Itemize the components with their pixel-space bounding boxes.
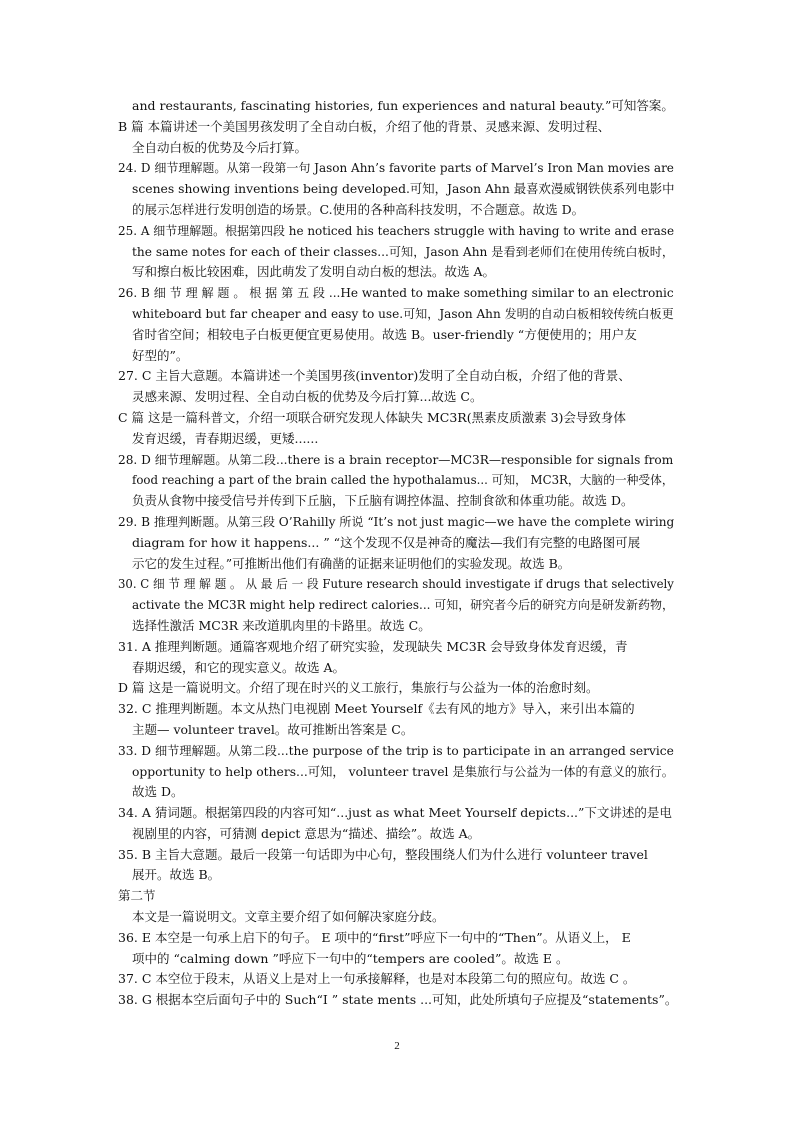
text-line: 25. A 细节理解题。根据第四段 he noticed his teachers struggle with having to write and erase xyxy=(118,223,675,238)
text-line: 项中的 “calming down ”呼应下一句中的“tempers are cooled”。故选 E 。 xyxy=(132,950,569,966)
text-line: 灵感来源、发明过程、全自动白板的优势及今后打算...故选 C。 xyxy=(132,389,483,405)
text-line: 示它的发生过程。”可推断出他们有确凿的证据来证明他们的实验发现。故选 B。 xyxy=(132,555,571,571)
text-line: 发育迟缓，青春期迟缓，更矮...... xyxy=(132,430,319,446)
text-line: D 篇 这是一篇说明文。介绍了现在时兴的义工旅行，集旅行与公益为一体的治愈时刻。 xyxy=(118,680,599,696)
text-line: 展开。故选 B。 xyxy=(132,867,221,883)
text-line: 负责从食物中接受信号并传到下丘脑，下丘脑有调控体温、控制食欲和体重功能。故选 D。 xyxy=(132,493,634,509)
text-line: 主题— volunteer travel。故可推断出答案是 C。 xyxy=(132,721,414,737)
text-line: activate the MC3R might help redirect calories... 可知，研究者今后的研究方向是研发新药物， xyxy=(132,598,674,613)
text-line: scenes showing inventions being developed.可知，Jason Ahn 最喜欢漫威钢铁侠系列电影中 xyxy=(132,182,675,197)
text-line: 35. B 主旨大意题。最后一段第一句话即为中心句，整段围绕人们为什么进行 volunteer travel xyxy=(118,846,648,862)
answer-explanations xyxy=(118,96,680,1011)
text-line: and restaurants, fascinating histories, fun experiences and natural beauty.”可知答案。 xyxy=(132,98,674,113)
text-line: whiteboard but far cheaper and easy to use.可知，Jason Ahn 发明的自动白板相较传统白板更 xyxy=(132,306,674,321)
text-line: 31. A 推理判断题。通篇客观地介绍了研究实验，发现缺失 MC3R 会导致身体发育迟缓，青 xyxy=(118,638,628,654)
text-line: C 篇 这是一篇科普文，介绍一项联合研究发现人体缺失 MC3R(黑素皮质激素 3)会导致身体 xyxy=(118,409,626,425)
text-line: 选择性激活 MC3R 来改道肌肉里的卡路里。故选 C。 xyxy=(132,617,431,633)
text-line: 省时省空间；相较电子白板更便宜更易使用。故选 B。user-friendly “方便使用的；用户友 xyxy=(132,326,637,342)
text-line: 24. D 细节理解题。从第一段第一句 Jason Ahn’s favorite parts of Marvel’s Iron Man movies are xyxy=(118,161,674,176)
text-line: 春期迟缓，和它的现实意义。故选 A。 xyxy=(132,659,346,675)
text-line: 34. A 猜词题。根据第四段的内容可知“...just as what Meet Yourself depicts...”下文讲述的是电 xyxy=(118,805,672,821)
section-heading: 第二节 xyxy=(118,888,156,904)
text-line: 26. B 细 节 理 解 题 。 根 据 第 五 段 ...He wanted to make something similar to an electronic xyxy=(118,286,674,301)
text-line: 28. D 细节理解题。从第二段...there is a brain receptor—MC3R—responsible for signals from xyxy=(118,452,674,467)
text-line: 29. B 推理判断题。从第三段 O’Rahilly 所说 “It’s not just magic—we have the complete wiring xyxy=(118,514,675,529)
text-line: 37. C 本空位于段末，从语义上是对上一句承接解释，也是对本段第二句的照应句。故选 C 。 xyxy=(118,971,636,987)
text-line: 30. C 细 节 理 解 题 。 从 最 后 一 段 Future research should investigate if drugs that selectively xyxy=(118,577,674,592)
text-line: 故选 D。 xyxy=(132,784,184,800)
text-line: 36. E 本空是一句承上启下的句子。 E 项中的“first”呼应下一句中的“Then”。从语义上， E xyxy=(118,929,631,945)
text-line: 写和擦白板比较困难，因此萌发了发明自动白板的想法。故选 A。 xyxy=(132,264,496,280)
text-line: 全自动白板的优势及今后打算。 xyxy=(132,139,308,155)
page-number: 2 xyxy=(394,1040,400,1052)
text-line: 33. D 细节理解题。从第二段...the purpose of the trip is to participate in an arranged service xyxy=(118,743,674,758)
text-line: 本文是一篇说明文。文章主要介绍了如何解决家庭分歧。 xyxy=(132,909,445,925)
text-line: food reaching a part of the brain called the hypothalamus... 可知， MC3R，大脑的一种受体， xyxy=(132,473,674,488)
text-line: diagram for how it happens... ” “这个发现不仅是神奇的魔法—我们有完整的电路图可展 xyxy=(132,534,641,550)
text-line: 好型的”。 xyxy=(132,347,189,363)
text-line: 38. G 根据本空后面句子中的 Such“I ” state ments ...可知，此处所填句子应提及“statements”。 xyxy=(118,992,678,1008)
text-line: 视剧里的内容，可猜测 depict 意思为“描述、描绘”。故选 A。 xyxy=(132,825,481,841)
text-line: 32. C 推理判断题。本文从热门电视剧 Meet Yourself《去有风的地方》导入，来引出本篇的 xyxy=(118,701,635,717)
text-line: B 篇 本篇讲述一个美国男孩发明了全自动白板，介绍了他的背景、灵感来源、发明过程、 xyxy=(118,118,611,134)
text-line: opportunity to help others...可知， volunteer travel 是集旅行与公益为一体的有意义的旅行。 xyxy=(132,764,675,779)
text-line: the same notes for each of their classes...可知，Jason Ahn 是看到老师们在使用传统白板时， xyxy=(132,244,675,259)
text-line: 的展示怎样进行发明创造的场景。C.使用的各种高科技发明，不合题意。故选 D。 xyxy=(132,201,585,217)
text-line: 27. C 主旨大意题。本篇讲述一个美国男孩(inventor)发明了全自动白板，介绍了他的背景、 xyxy=(118,368,631,384)
